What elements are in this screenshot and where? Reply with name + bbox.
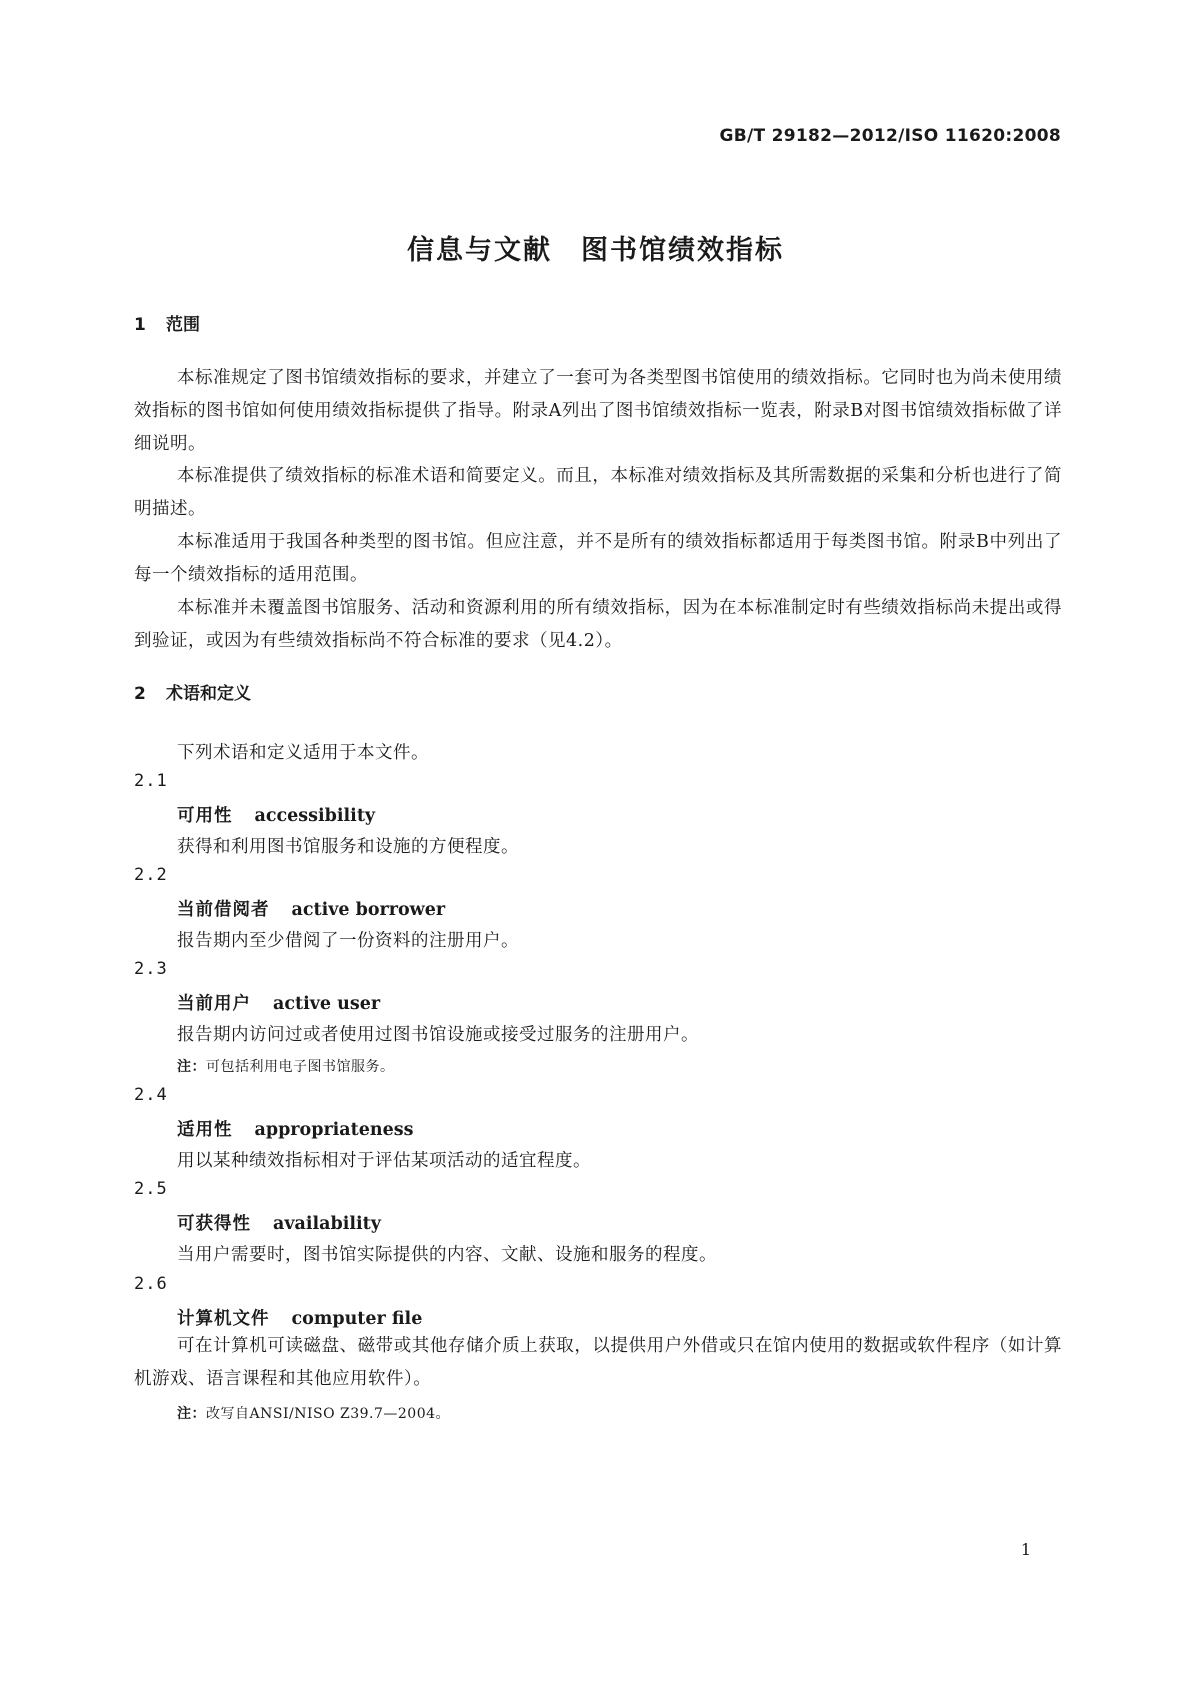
section-heading-scope: [134, 310, 200, 335]
note-label: 注：: [177, 1059, 206, 1075]
term-definition: 报告期内访问过或者使用过图书馆设施或接受过服务的注册用户。: [177, 1025, 699, 1045]
scope-paragraph-3: 本标准适用于我国各种类型的图书馆。但应注意，并不是所有的绩效指标都适用于每类图书馆。附录B中列出了每一个绩效指标的适用范围。: [134, 532, 1062, 585]
term-heading: [177, 1305, 422, 1330]
term-heading: [177, 1210, 381, 1235]
section-title: 范围: [166, 315, 200, 335]
scope-paragraph-1: 本标准规定了图书馆绩效指标的要求，并建立了一套可为各类型图书馆使用的绩效指标。它同时也为尚未使用绩效指标的图书馆如何使用绩效指标提供了指导。附录A列出了图书馆绩效指标一览表，附录B对图书馆绩效指标做了详细说明。: [134, 368, 1062, 454]
term-note: [177, 1403, 450, 1423]
term-definition: 用以某种绩效指标相对于评估某项活动的适宜程度。: [177, 1151, 591, 1171]
term-en: accessibility: [254, 806, 376, 826]
term-number: 2.5: [134, 1179, 168, 1199]
term-heading: [177, 802, 375, 827]
term-heading: [177, 1116, 413, 1141]
term-zh: 可用性: [177, 806, 233, 826]
term-definition: 报告期内至少借阅了一份资料的注册用户。: [177, 931, 519, 951]
scope-paragraph-2: 本标准提供了绩效指标的标准术语和简要定义。而且，本标准对绩效指标及其所需数据的采集和分析也进行了简明描述。: [134, 466, 1062, 519]
term-zh: 当前借阅者: [177, 900, 270, 920]
term-zh: 适用性: [177, 1120, 233, 1140]
term-en: appropriateness: [254, 1120, 414, 1140]
term-en: active user: [273, 994, 381, 1014]
term-number: 2.3: [134, 959, 168, 979]
term-number: 2.1: [134, 771, 168, 791]
scope-paragraph-4: 本标准并未覆盖图书馆服务、活动和资源利用的所有绩效指标，因为在本标准制定时有些绩效指标尚未提出或得到验证，或因为有些绩效指标尚不符合标准的要求（见4.2）。: [134, 598, 1062, 651]
note-label: 注：: [177, 1406, 206, 1422]
term-definition: 可在计算机可读磁盘、磁带或其他存储介质上获取，以提供用户外借或只在馆内使用的数据或软件程序（如计算机游戏、语言课程和其他应用软件）。: [134, 1336, 1062, 1389]
document-title: 信息与文献 图书馆绩效指标: [407, 235, 784, 266]
term-zh: 可获得性: [177, 1214, 251, 1234]
term-note: [177, 1056, 395, 1076]
note-text: 改写自ANSI/NISO Z39.7—2004。: [206, 1406, 451, 1422]
page-number: 1: [1020, 1540, 1031, 1559]
term-zh: 计算机文件: [177, 1309, 270, 1329]
term-en: computer file: [291, 1309, 423, 1329]
term-zh: 当前用户: [177, 994, 251, 1014]
term-definition: 获得和利用图书馆服务和设施的方便程度。: [177, 837, 519, 857]
term-number: 2.6: [134, 1274, 168, 1294]
term-definition: 当用户需要时，图书馆实际提供的内容、文献、设施和服务的程度。: [177, 1245, 717, 1265]
term-number: 2.2: [134, 865, 168, 885]
term-heading: [177, 990, 380, 1015]
standard-code: GB/T 29182—2012/ISO 11620:2008: [719, 126, 1061, 146]
term-heading: [177, 896, 445, 921]
term-en: availability: [273, 1214, 381, 1234]
section-heading-terms: [134, 679, 251, 704]
term-en: active borrower: [291, 900, 446, 920]
section-number: 2: [134, 684, 146, 704]
section-title: 术语和定义: [166, 684, 251, 704]
note-text: 可包括利用电子图书馆服务。: [206, 1059, 395, 1075]
section-number: 1: [134, 315, 146, 335]
terms-intro: 下列术语和定义适用于本文件。: [177, 743, 429, 763]
term-number: 2.4: [134, 1085, 168, 1105]
